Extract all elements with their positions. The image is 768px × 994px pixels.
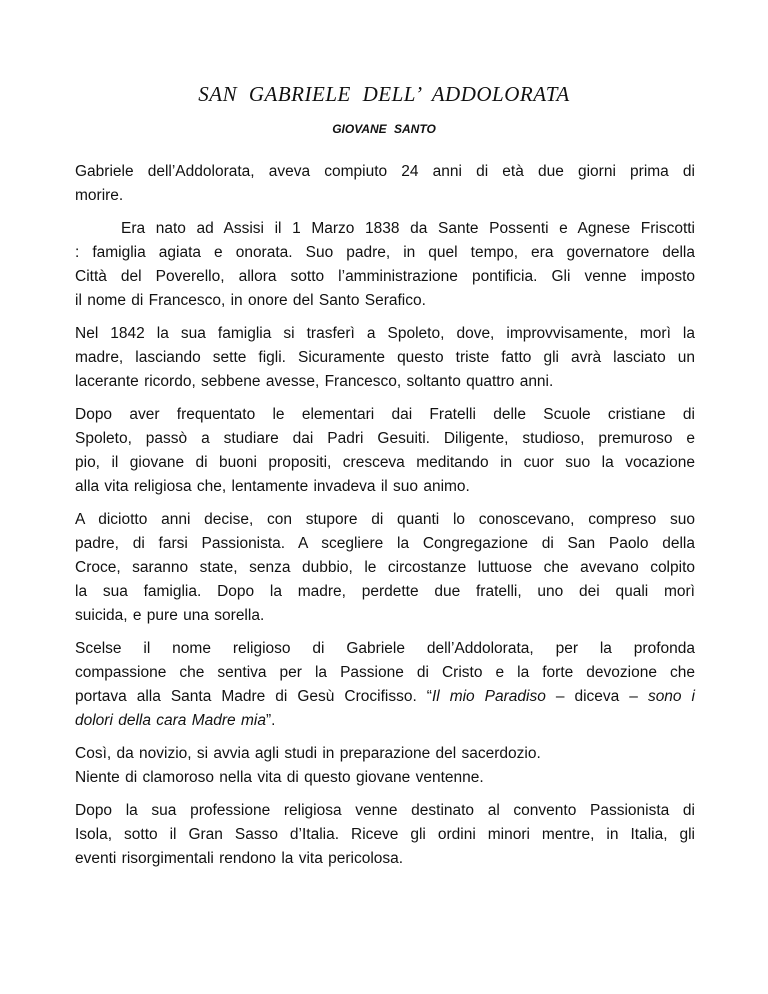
text-line: : famiglia agiata e onorata. Suo padre, in quel tempo, era governatore della	[75, 244, 695, 261]
paragraph-5	[75, 508, 695, 628]
paragraph-7	[75, 742, 695, 790]
text-segment: ”.	[265, 712, 276, 729]
paragraph-6	[75, 637, 695, 733]
text-line: morire.	[75, 187, 124, 204]
text-segment: portava alla Santa Madre di Gesù Crocifisso. “	[75, 688, 432, 705]
text-line: Niente di clamoroso nella vita di questo giovane ventenne.	[75, 769, 484, 786]
paragraph-8	[75, 799, 695, 871]
text-line: Così, da novizio, si avvia agli studi in preparazione del sacerdozio.	[75, 745, 541, 762]
text-line: Era nato ad Assisi il 1 Marzo 1838 da Sante Possenti e Agnese Friscotti	[121, 220, 695, 237]
text-line: compassione che sentiva per la Passione di Cristo e la forte devozione che	[75, 664, 695, 681]
text-line: Spoleto, passò a studiare dai Padri Gesuiti. Diligente, studioso, premuroso e	[75, 430, 695, 447]
document-body	[75, 160, 695, 880]
text-line: Scelse il nome religioso di Gabriele dell’Addolorata, per la profonda	[75, 640, 695, 657]
quote-italic: Il mio Paradiso	[431, 688, 546, 705]
text-line: padre, di farsi Passionista. A scegliere la Congregazione di San Paolo della	[75, 535, 695, 552]
text-line: Città del Poverello, allora sotto l’amministrazione pontificia. Gli venne imposto	[75, 268, 695, 285]
text-line: A diciotto anni decise, con stupore di quanti lo conoscevano, compreso suo	[75, 511, 695, 528]
text-segment: – diceva –	[545, 688, 648, 705]
text-line: eventi risorgimentali rendono la vita pericolosa.	[75, 850, 404, 867]
paragraph-2	[75, 217, 695, 313]
paragraph-4	[75, 403, 695, 499]
text-line	[75, 685, 695, 709]
document-subtitle: GIOVANE SANTO	[332, 122, 436, 136]
paragraph-1	[75, 160, 695, 208]
quote-italic: sono i	[647, 688, 695, 705]
paragraph-3	[75, 322, 695, 394]
text-line: pio, il giovane di buoni propositi, cresceva meditando in cuor suo la vocazione	[75, 454, 695, 471]
document-title: SAN GABRIELE DELL’ ADDOLORATA	[198, 82, 570, 106]
text-line: Dopo aver frequentato le elementari dai Fratelli delle Scuole cristiane di	[75, 406, 695, 423]
text-line: suicida, e pure una sorella.	[75, 607, 265, 624]
text-line: lacerante ricordo, sebbene avesse, Francesco, soltanto quattro anni.	[75, 373, 554, 390]
text-line: Isola, sotto il Gran Sasso d’Italia. Riceve gli ordini minori mentre, in Italia, gli	[75, 826, 695, 843]
text-line: la sua famiglia. Dopo la madre, perdette due fratelli, uno dei quali morì	[75, 583, 695, 600]
text-line: Nel 1842 la sua famiglia si trasferì a Spoleto, dove, improvvisamente, morì la	[75, 325, 695, 342]
text-line	[75, 709, 695, 733]
text-line: Gabriele dell’Addolorata, aveva compiuto 24 anni di età due giorni prima di	[75, 163, 695, 180]
quote-italic: dolori della cara Madre mia	[75, 712, 266, 729]
text-line: Dopo la sua professione religiosa venne destinato al convento Passionista di	[75, 802, 695, 819]
text-line: il nome di Francesco, in onore del Santo Serafico.	[75, 292, 426, 309]
text-line: Croce, saranno state, senza dubbio, le circostanze luttuose che avevano colpito	[75, 559, 695, 576]
text-line: madre, lasciando sette figli. Sicuramente questo triste fatto gli avrà lasciato un	[75, 349, 695, 366]
text-line: alla vita religiosa che, lentamente invadeva il suo animo.	[75, 478, 470, 495]
